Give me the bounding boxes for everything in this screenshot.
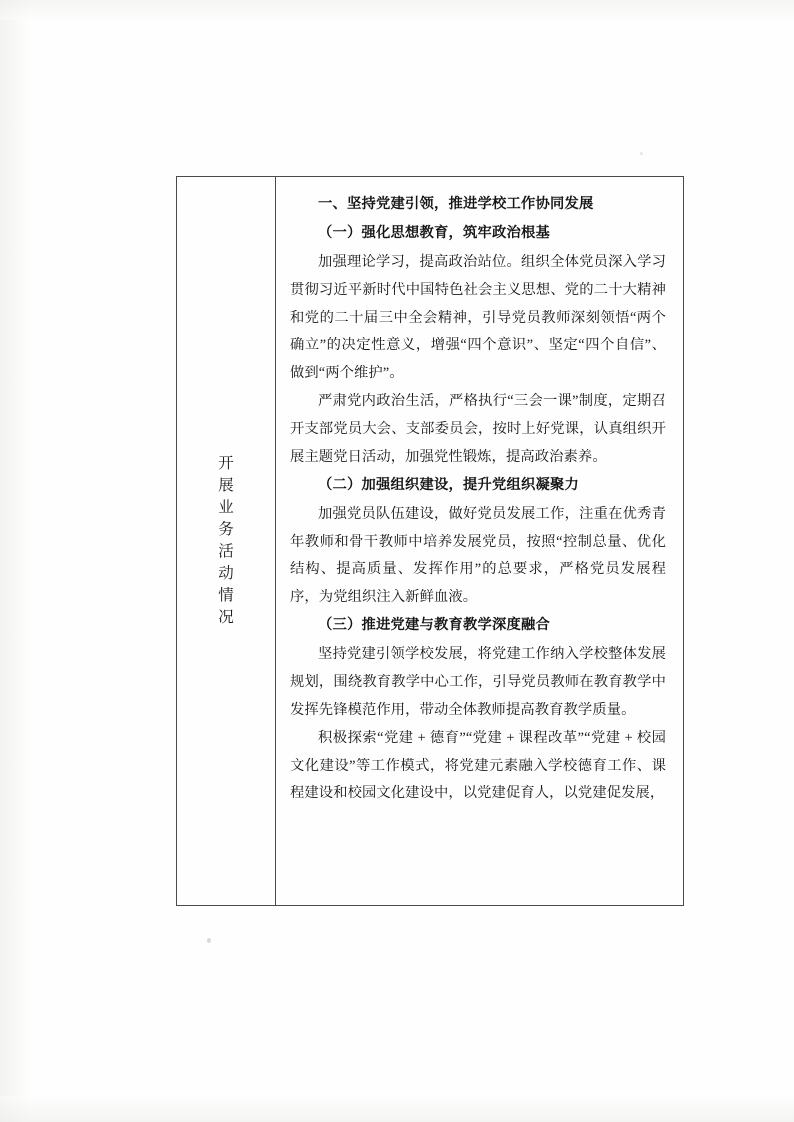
row-label-char: 展	[218, 477, 234, 495]
row-label-char: 业	[218, 499, 234, 517]
row-label-vertical	[218, 450, 234, 633]
paragraph-5: 积极探索“党建 + 德育”“党建 + 课程改革”“党建 + 校园文化建设”等工作模式，将党建元素融入学校德育工作、课程建设和校园文化建设中，以党建促育人，以党建促发展，	[290, 729, 666, 802]
row-label-char: 情	[218, 587, 234, 605]
scan-speck	[207, 938, 211, 943]
row-label-char: 开	[218, 455, 234, 473]
row-label-char: 动	[218, 565, 234, 583]
paragraph-1: 加强理论学习，提高政治站位。组织全体党员深入学习贯彻习近平新时代中国特色社会主义思想、党的二十大精神和党的二十届三中全会精神，引导党员教师深刻领悟“两个确立”的决定性意义，增强“四个意识”、坚定“四个自信”、做到“两个维护”。	[290, 253, 666, 382]
row-label-char: 况	[218, 609, 234, 627]
table-content-cell	[276, 177, 683, 905]
row-label-char: 务	[218, 521, 234, 539]
paragraph-3: 加强党员队伍建设，做好党员发展工作，注重在优秀青年教师和骨干教师中培养发展党员，按照“控制总量、优化结构、提高质量、发挥作用”的总要求，严格党员发展程序，为党组织注入新鲜血液。	[290, 505, 666, 606]
section-heading-1-2: （二）加强组织建设，提升党组织凝聚力	[318, 476, 579, 493]
scan-shadow-top	[0, 0, 794, 20]
table-row-label-cell	[177, 177, 276, 905]
section-heading-1-1: （一）强化思想教育，筑牢政治根基	[318, 224, 550, 241]
scan-speck	[640, 152, 643, 155]
activity-table	[176, 176, 684, 906]
paragraph-4: 坚持党建引领学校发展，将党建工作纳入学校整体发展规划，围绕教育教学中心工作，引导党员教师在教育教学中发挥先锋模范作用，带动全体教师提高教育教学质量。	[290, 646, 666, 718]
paragraph-2: 严肃党内政治生活，严格执行“三会一课”制度，定期召开支部党员大会、支部委员会，按时上好党课，认真组织开展主题党日活动，加强党性锻炼，提高政治素养。	[290, 393, 666, 465]
section-heading-1-3: （三）推进党建与教育教学深度融合	[318, 617, 550, 634]
section-heading-1: 一、坚持党建引领，推进学校工作协同发展	[318, 196, 594, 212]
scan-shadow-left	[0, 0, 28, 1122]
row-label-char: 活	[218, 543, 234, 561]
scan-shadow-bottom	[0, 1096, 794, 1122]
